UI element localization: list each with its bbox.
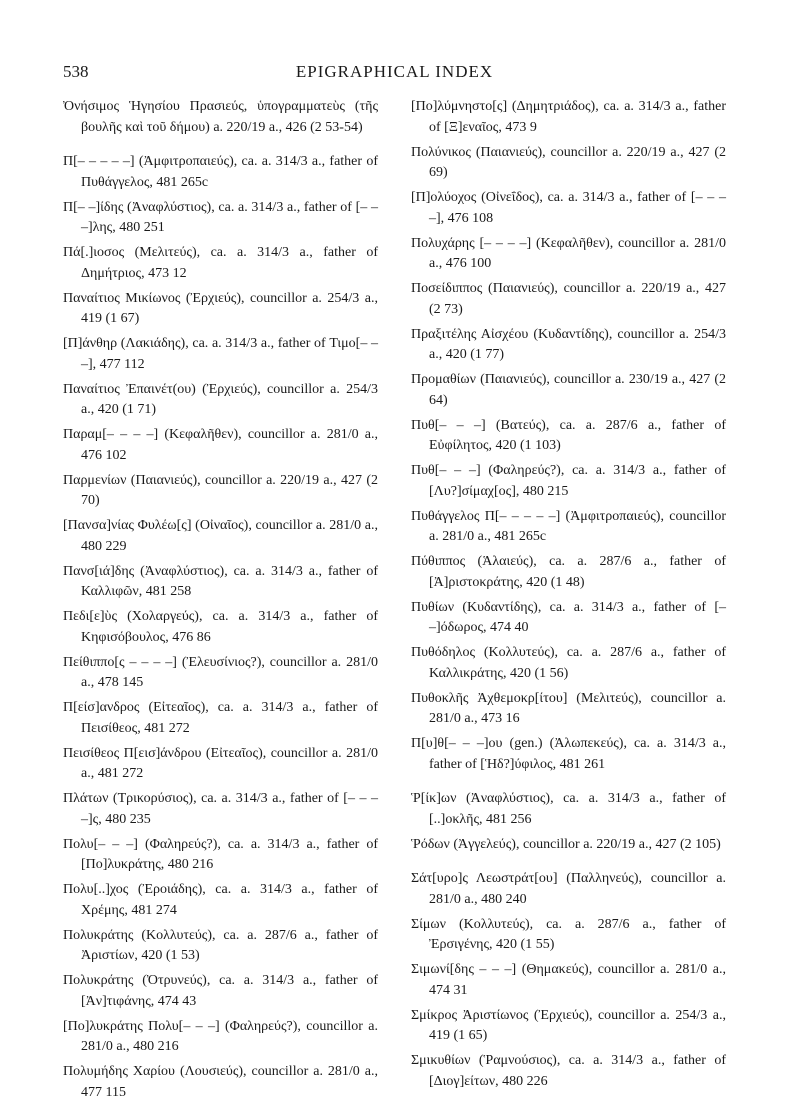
index-entry: Πυθ[– – –] (Φαληρεύς?), ca. a. 314/3 a., father of [Λυ?]σίμαχ[ος], 480 215 [411,463,726,499]
index-entry: [Πανσα]νίας Φυλέω[ς] (Οἰναῖος), councillor a. 281/0 a., 480 229 [63,518,378,554]
index-entry: Πυθίων (Κυδαντίδης), ca. a. 314/3 a., father of [– –]όδωρος, 474 40 [411,599,726,635]
index-entry: Πολύνικος (Παιανιεύς), councillor a. 220/19 a., 427 (2 69) [411,144,726,180]
index-entry: Ὀνήσιμος Ἡγησίου Πρασιεύς, ὑπογραμματεὺς (τῆς βουλῆς καὶ τοῦ δήμου) a. 220/19 a., 426 (2 53-54) [63,99,378,135]
index-entry: Παναίτιος Μικίωνος (Ἐρχιεύς), councillor a. 254/3 a., 419 (1 67) [63,290,378,326]
index-entry: Πολυκράτης (Κολλυτεύς), ca. a. 287/6 a., father of Ἀριστίων, 420 (1 53) [63,927,378,963]
index-entry: Σιμωνί[δης – – –] (Θημακεύς), councillor a. 281/0 a., 474 31 [411,962,726,998]
running-head-title: EPIGRAPHICAL INDEX [295,62,494,81]
index-entry: Ῥόδων (Ἀγγελεύς), councillor a. 220/19 a., 427 (2 105) [411,836,721,852]
index-entry: Πυθάγγελος Π[– – – – –] (Ἀμφιτροπαιεύς), councillor a. 281/0 a., 481 265c [411,508,726,544]
index-entry: [Πο]λύμνηστο[ς] (Δημητριάδος), ca. a. 314/3 a., father of [Ξ]εναῖος, 473 9 [411,99,726,135]
index-entry: Σμίκρος Ἀριστίωνος (Ἐρχιεύς), councillor a. 254/3 a., 419 (1 65) [411,1007,726,1043]
index-entry: Π[είσ]ανδρος (Εἰτεαῖος), ca. a. 314/3 a., father of Πεισίθεος, 481 272 [63,700,378,736]
index-entry: Πυθόδηλος (Κολλυτεύς), ca. a. 287/6 a., father of Καλλικράτης, 420 (1 56) [411,645,726,681]
index-column-right [411,97,726,1097]
index-entry: Σμικυθίων (Ῥαμνούσιος), ca. a. 314/3 a., father of [Διογ]είτων, 480 226 [411,1053,726,1089]
index-entry: Πανσ[ιά]δης (Ἀναφλύστιος), ca. a. 314/3 a., father of Καλλιφῶν, 481 258 [63,563,378,599]
index-entry: Σάτ[υρο]ς Λεωστράτ[ου] (Παλληνεύς), councillor a. 281/0 a., 480 240 [411,871,726,907]
index-entry: Πυθοκλῆς Ἀχθεμοκρ[ίτου] (Μελιτεύς), councillor a. 281/0 a., 473 16 [411,690,726,726]
page-header [63,62,726,86]
page-number: 538 [63,62,89,81]
index-entry: Πολυ[..]χος (Ἐροιάδης), ca. a. 314/3 a., father of Χρέμης, 481 274 [63,882,378,918]
index-entry: Πολυκράτης (Ὀτρυνεύς), ca. a. 314/3 a., father of [Ἀν]τιφάνης, 474 43 [63,973,378,1009]
index-entry: Πραξιτέλης Αἰσχέου (Κυδαντίδης), councillor a. 254/3 a., 420 (1 77) [411,326,726,362]
index-entry: Π[– – – – –] (Ἀμφιτροπαιεύς), ca. a. 314/3 a., father of Πυθάγγελος, 481 265c [63,154,378,190]
index-entry: Παραμ[– – – –] (Κεφαλῆθεν), councillor a. 281/0 a., 476 102 [63,427,378,463]
index-entry: Π[– –]ίδης (Ἀναφλύστιος), ca. a. 314/3 a., father of [– – –]λης, 480 251 [63,199,378,235]
index-entry: Ῥ[ίκ]ων (Ἀναφλύστιος), ca. a. 314/3 a., father of [..]οκλῆς, 481 256 [411,791,726,827]
index-entry: Σίμων (Κολλυτεύς), ca. a. 287/6 a., father of Ἐρσιγένης, 420 (1 55) [411,916,726,952]
index-entry: Π[υ]θ[– – –]ου (gen.) (Ἀλωπεκεύς), ca. a. 314/3 a., father of [Ἡδ?]ύφιλος, 481 261 [411,736,726,772]
index-entry: Πείθιππο[ς – – – –] (Ἐλευσίνιος?), councillor a. 281/0 a., 478 145 [63,654,378,690]
index-entry: Παναίτιος Ἐπαινέτ(ου) (Ἐρχιεύς), councillor a. 254/3 a., 420 (1 71) [63,381,378,417]
index-entry: Πολυχάρης [– – – –] (Κεφαλῆθεν), councillor a. 281/0 a., 476 100 [411,235,726,271]
index-entry: Ποσείδιππος (Παιανιεύς), councillor a. 220/19 a., 427 (2 73) [411,281,726,317]
index-entry: [Π]ολύοχος (Οἰνεΐδος), ca. a. 314/3 a., father of [– – – –], 476 108 [411,190,726,226]
index-entry: [Π]άνθηρ (Λακιάδης), ca. a. 314/3 a., father of Τιμο[– – –], 477 112 [63,336,378,372]
index-entry: Πλάτων (Τρικορύσιος), ca. a. 314/3 a., father of [– – – –]ς, 480 235 [63,791,378,827]
index-entry: Παρμενίων (Παιανιεύς), councillor a. 220/19 a., 427 (2 70) [63,472,378,508]
index-entry: Πά[.]ιοσος (Μελιτεύς), ca. a. 314/3 a., father of Δημήτριος, 473 12 [63,245,378,281]
index-entry: Πεισίθεος Π[εισ]άνδρου (Εἰτεαῖος), councillor a. 281/0 a., 481 272 [63,745,378,781]
index-entry: [Πο]λυκράτης Πολυ[– – –] (Φαληρεύς?), councillor a. 281/0 a., 480 216 [63,1018,378,1054]
index-entry: Πολυμήδης Χαρίου (Λουσιεύς), councillor a. 281/0 a., 477 115 [63,1064,378,1100]
index-column-left [63,97,378,1108]
index-entry: Πύθιππος (Ἁλαιεύς), ca. a. 287/6 a., father of [Ἀ]ριστοκράτης, 420 (1 48) [411,554,726,590]
index-entry: Πυθ[– – –] (Βατεύς), ca. a. 287/6 a., father of Εὐφίλητος, 420 (1 103) [411,417,726,453]
index-entry: Πεδι[ε]ὺς (Χολαργεύς), ca. a. 314/3 a., father of Κηφισόβουλος, 476 86 [63,609,378,645]
index-entry: Πολυ[– – –] (Φαληρεύς?), ca. a. 314/3 a., father of [Πο]λυκράτης, 480 216 [63,836,378,872]
index-entry: Προμαθίων (Παιανιεύς), councillor a. 230/19 a., 427 (2 64) [411,372,726,408]
